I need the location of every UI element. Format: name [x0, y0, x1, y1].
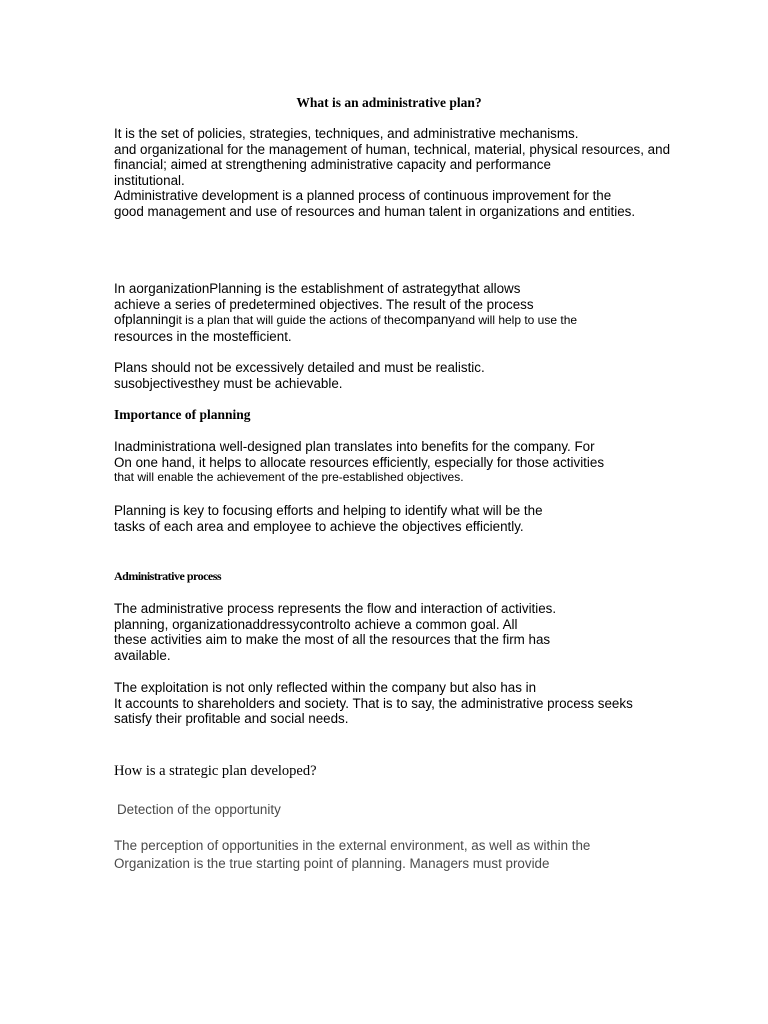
text-line: tasks of each area and employee to achieve the objectives efficiently. [114, 518, 524, 534]
text-line: It accounts to shareholders and society. That is to say, the administrative process seeks [114, 695, 633, 711]
text-line: planning, organizationaddressycontrolto achieve a common goal. All [114, 616, 518, 632]
text-line: institutional. [114, 172, 185, 188]
text-line: Planning is key to focusing efforts and helping to identify what will be the [114, 503, 543, 518]
plans-realistic-paragraph [114, 360, 485, 391]
text-line: and organizational for the management of human, technical, material, physical resources, and [114, 141, 671, 157]
text-line: The administrative process represents the flow and interaction of activities. [114, 601, 557, 616]
text-run: ofplanning [114, 312, 176, 327]
text-line: satisfy their profitable and social needs. [114, 711, 349, 726]
text-line: available. [114, 647, 171, 663]
importance-paragraph-2 [114, 503, 543, 534]
detection-subheading: Detection of the opportunity [117, 802, 281, 817]
process-paragraph-1 [114, 601, 556, 663]
strategic-plan-heading: How is a strategic plan developed? [114, 763, 317, 779]
text-run-small: and will help to use the [454, 313, 578, 327]
text-line: achieve a series of predetermined objectives. The result of the process [114, 296, 534, 312]
importance-heading: Importance of planning [114, 407, 251, 422]
text-run: company [400, 312, 455, 327]
text-line: Administrative development is a planned process of continuous improvement for the [114, 188, 612, 203]
text-line: resources in the mostefficient. [114, 328, 292, 344]
text-line: Plans should not be excessively detailed and must be realistic. [114, 360, 485, 375]
process-paragraph-2 [114, 680, 633, 727]
text-run-small: it is a plan that will guide the actions of the [175, 313, 401, 327]
text-line-mixed [114, 312, 577, 329]
text-line: Inadministrationa well-designed plan translates into benefits for the company. For [114, 439, 595, 454]
text-line: susobjectivesthey must be achievable. [114, 375, 343, 391]
importance-paragraph-1 [114, 439, 604, 486]
text-line: The exploitation is not only reflected within the company but also has in [114, 680, 537, 695]
planning-definition-paragraph [114, 281, 577, 344]
text-line: On one hand, it helps to allocate resources efficiently, especially for those activities [114, 454, 605, 470]
text-line: these activities aim to make the most of all the resources that the firm has [114, 632, 551, 647]
text-line: that will enable the achievement of the pre-established objectives. [114, 470, 464, 484]
page-title: What is an administrative plan? [296, 95, 482, 110]
text-line: It is the set of policies, strategies, techniques, and administrative mechanisms. [114, 126, 579, 141]
perception-paragraph [114, 837, 590, 873]
text-line: good management and use of resources and human talent in organizations and entities. [114, 203, 636, 219]
text-line: The perception of opportunities in the external environment, as well as within the [114, 838, 591, 853]
text-line: In aorganizationPlanning is the establishment of astrategythat allows [114, 281, 521, 296]
text-line: financial; aimed at strengthening administrative capacity and performance [114, 157, 551, 172]
text-line: Organization is the true starting point of planning. Managers must provide [114, 856, 550, 871]
process-heading: Administrative process [114, 569, 222, 583]
intro-paragraph [114, 126, 670, 219]
